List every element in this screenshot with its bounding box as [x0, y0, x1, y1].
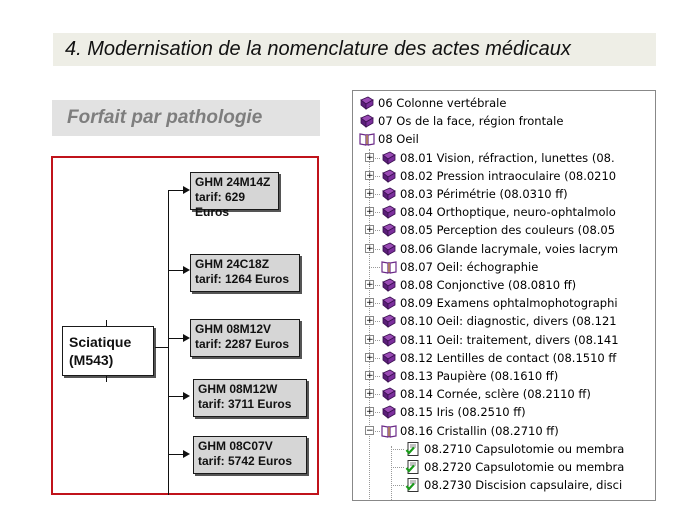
tree-item-label: 08.11 Oeil: traitement, divers (08.141	[400, 332, 619, 347]
closed-book-icon	[381, 204, 397, 220]
expand-icon[interactable]: +	[366, 152, 374, 163]
ghm-node	[193, 436, 307, 474]
expand-icon[interactable]: +	[366, 207, 374, 218]
tree-item[interactable]	[353, 130, 656, 148]
tree-item-label: 08.05 Perception des couleurs (08.05	[400, 223, 616, 238]
tree-item[interactable]	[353, 440, 656, 458]
tree-guide	[391, 449, 404, 450]
root-node-code: (M543)	[69, 352, 114, 368]
tree-item[interactable]	[353, 112, 656, 130]
tree-item-label: 08.09 Examens ophtalmophotographi	[400, 296, 618, 311]
tree-item[interactable]	[353, 167, 656, 185]
tree-guide	[391, 467, 404, 468]
closed-book-icon	[381, 332, 397, 348]
open-book-icon	[381, 423, 397, 439]
open-book-icon	[359, 131, 375, 147]
ghm-code: GHM 24M14Z	[195, 175, 271, 189]
connector-root	[155, 347, 169, 348]
closed-book-icon	[381, 386, 397, 402]
tree-item[interactable]	[353, 476, 656, 494]
nomenclature-tree[interactable]	[352, 90, 656, 501]
ghm-code: GHM 08M12V	[195, 322, 272, 336]
tree-item-label: 08.15 Iris (08.2510 ff)	[400, 405, 526, 420]
closed-book-icon	[381, 350, 397, 366]
tree-item[interactable]	[353, 240, 656, 258]
root-stub-top	[106, 320, 107, 326]
closed-book-icon	[381, 168, 397, 184]
slide-title: 4. Modernisation de la nomenclature des actes médicaux	[53, 33, 656, 66]
tree-item[interactable]	[353, 221, 656, 239]
ghm-node	[190, 319, 300, 357]
closed-book-icon	[381, 313, 397, 329]
tree-item-label: 08.06 Glande lacrymale, voies lacrym	[400, 241, 619, 256]
tree-item-label: 08.12 Lentilles de contact (08.1510 ff	[400, 350, 617, 365]
tree-item-label: 08 Oeil	[378, 132, 419, 147]
expand-icon[interactable]: +	[366, 316, 374, 327]
closed-book-icon	[381, 150, 397, 166]
tree-item-label: 08.10 Oeil: diagnostic, divers (08.121	[400, 314, 617, 329]
ghm-tarif: tarif: 3711 Euros	[198, 397, 292, 411]
document-check-icon	[405, 459, 421, 475]
tree-item[interactable]	[353, 458, 656, 476]
tree-item-label: 08.2710 Capsulotomie ou membra	[424, 441, 625, 456]
arrow-icon	[183, 334, 190, 342]
ghm-tarif: tarif: 2287 Euros	[195, 337, 290, 351]
tree-item-label: 07 Os de la face, région frontale	[378, 114, 564, 129]
expand-icon[interactable]: +	[366, 389, 374, 400]
ghm-code: GHM 08C07V	[198, 439, 273, 453]
ghm-node	[193, 379, 307, 417]
slide-subtitle: Forfait par pathologie	[52, 100, 320, 136]
expand-icon[interactable]: +	[366, 298, 374, 309]
tree-item[interactable]	[353, 94, 656, 112]
expand-icon[interactable]: +	[366, 243, 374, 254]
tree-item-label: 08.16 Cristallin (08.2710 ff)	[400, 423, 559, 438]
tree-item-label: 08.03 Périmétrie (08.0310 ff)	[400, 187, 568, 201]
tree-item-label: 06 Colonne vertébrale	[378, 96, 507, 110]
ghm-node	[190, 172, 279, 219]
tree-item-label: 08.08 Conjonctive (08.0810 ff)	[400, 278, 577, 292]
collapse-icon[interactable]: −	[366, 425, 374, 436]
connector-trunk	[168, 190, 169, 495]
closed-book-icon	[381, 241, 397, 257]
expand-icon[interactable]: +	[366, 280, 374, 290]
tree-item[interactable]	[353, 258, 656, 276]
ghm-node	[190, 254, 300, 292]
ghm-code: GHM 08M12W	[198, 382, 278, 396]
tree-item-label: 08.2720 Capsulotomie ou membra	[424, 460, 625, 474]
tree-item[interactable]	[353, 403, 656, 421]
tree-item-label: 08.02 Pression intraoculaire (08.0210	[400, 168, 617, 183]
arrow-icon	[183, 186, 190, 194]
closed-book-icon	[381, 295, 397, 311]
tree-item[interactable]	[353, 385, 656, 403]
pathology-diagram	[51, 156, 319, 495]
tree-item[interactable]	[353, 331, 656, 349]
closed-book-icon	[381, 186, 397, 202]
expand-icon[interactable]: +	[366, 189, 374, 199]
tree-item[interactable]	[353, 276, 656, 294]
ghm-code: GHM 24C18Z	[195, 257, 270, 271]
tree-item-label: 08.04 Orthoptique, neuro-ophtalmolo	[400, 205, 616, 220]
expand-icon[interactable]: +	[366, 334, 374, 345]
arrow-icon	[183, 266, 190, 274]
document-check-icon	[405, 441, 421, 457]
tree-item[interactable]	[353, 312, 656, 330]
root-node-name: Sciatique	[69, 334, 132, 350]
tree-item[interactable]	[353, 294, 656, 312]
expand-icon[interactable]: +	[366, 170, 374, 181]
closed-book-icon	[381, 368, 397, 384]
arrow-icon	[183, 450, 190, 458]
tree-item-label: 08.13 Paupière (08.1610 ff)	[400, 369, 559, 383]
expand-icon[interactable]: +	[366, 352, 374, 363]
closed-book-icon	[381, 404, 397, 420]
tree-item-label: 08.2730 Discision capsulaire, disci	[424, 478, 623, 493]
arrow-icon	[183, 392, 190, 400]
tree-guide	[369, 267, 380, 268]
document-check-icon	[405, 477, 421, 493]
closed-book-icon	[381, 222, 397, 238]
tree-item[interactable]	[353, 149, 656, 167]
open-book-icon	[381, 259, 397, 275]
ghm-tarif: tarif: 5742 Euros	[198, 454, 293, 468]
tree-item[interactable]	[353, 349, 656, 367]
expand-icon[interactable]: +	[366, 225, 374, 236]
tree-item-label: 08.14 Cornée, sclère (08.2110 ff)	[400, 387, 591, 402]
closed-book-icon	[381, 277, 397, 293]
tree-item[interactable]	[353, 367, 656, 385]
expand-icon[interactable]: +	[366, 371, 374, 381]
root-node	[62, 326, 154, 376]
tree-item[interactable]	[353, 203, 656, 221]
tree-guide	[391, 485, 404, 486]
ghm-tarif: tarif: 1264 Euros	[195, 272, 290, 286]
ghm-tarif: tarif: 629 Euros	[195, 190, 246, 219]
expand-icon[interactable]: +	[366, 407, 374, 418]
tree-item[interactable]	[353, 185, 656, 203]
root-stub-bottom	[106, 376, 107, 382]
tree-item-label: 08.07 Oeil: échographie	[400, 259, 539, 274]
closed-book-icon	[359, 113, 375, 129]
closed-book-icon	[359, 95, 375, 111]
tree-item-label: 08.01 Vision, réfraction, lunettes (08.	[400, 150, 615, 165]
tree-item[interactable]	[353, 422, 656, 440]
